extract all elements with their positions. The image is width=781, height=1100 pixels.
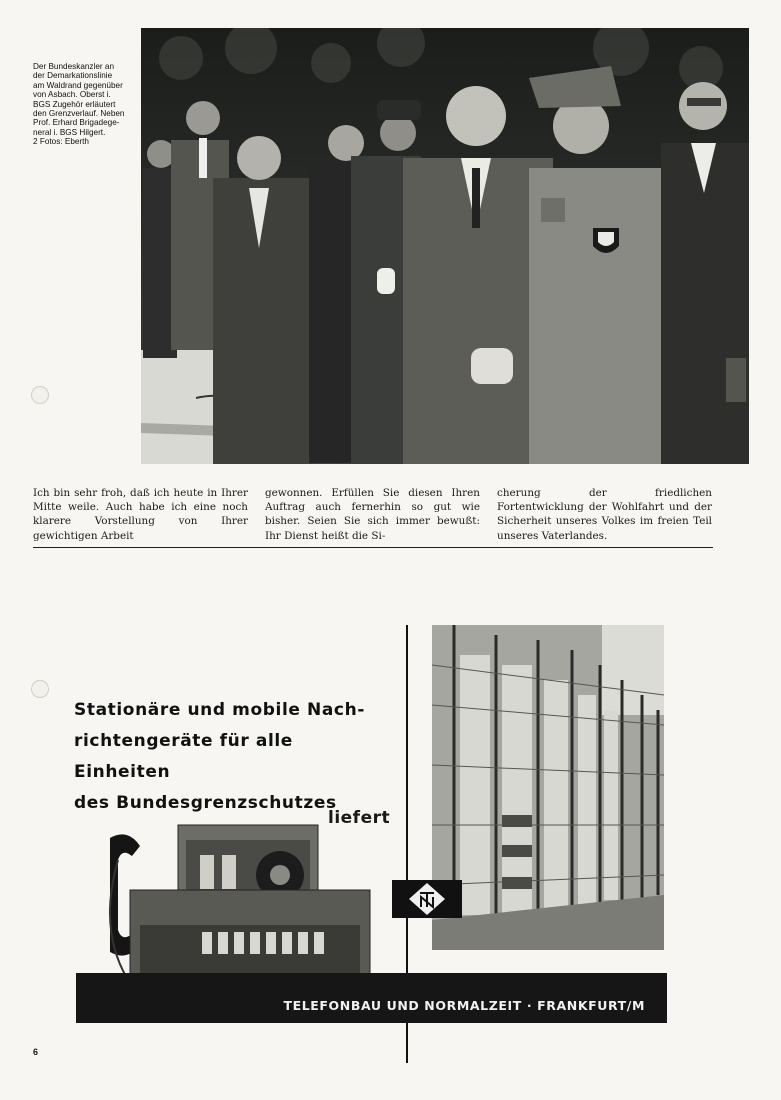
caption-line: BGS Zugehör erläutert	[33, 99, 116, 109]
ad-headline-line: Stationäre und mobile Nach-	[74, 700, 365, 720]
caption-line: am Waldrand gegenüber	[33, 80, 123, 90]
caption-line: von Asbach. Oberst i.	[33, 90, 111, 100]
caption-line: den Grenzverlauf. Neben	[33, 109, 125, 119]
ad-supplier-word: liefert	[328, 808, 391, 828]
company-name: TELEFONBAU UND NORMALZEIT · FRANKFURT/M	[283, 998, 645, 1013]
caption-line: Der Bundeskanzler an	[33, 62, 115, 71]
binder-hole	[31, 386, 49, 404]
section-divider	[33, 547, 713, 548]
company-banner	[76, 973, 667, 1023]
text-column: gewonnen. Erfüllen Sie diesen Ihren Auftrag auch fernerhin so gut wie bisher. Seien Sie sich immer bewußt: Ihr Dienst heißt die Si-	[265, 487, 480, 542]
company-logo	[392, 880, 462, 918]
binder-hole	[31, 680, 49, 698]
caption-line: der Demarkationslinie	[33, 71, 113, 81]
caption-line: 2 Fotos: Eberth	[33, 137, 89, 147]
ad-headline-line: richtengeräte für alle Einheiten	[74, 731, 293, 782]
ad-headline-line: des Bundesgrenzschutzes	[74, 793, 337, 813]
text-column: cherung der friedlichen Fortentwicklung der Wohlfahrt und der Sicherheit unseres Volkes im freien Teil unseres Vaterlandes.	[497, 487, 712, 542]
caption-line: Prof. Erhard Brigadege-	[33, 118, 120, 128]
text-column: Ich bin sehr froh, daß ich heute in Ihrer Mitte weile. Auch habe ich eine noch klarere Vorstellung von Ihrer gewichtigen Arbeit	[33, 487, 248, 542]
photo-caption	[33, 62, 139, 147]
group-photo	[141, 28, 749, 464]
article-text	[33, 486, 713, 543]
tn-logo-icon	[407, 882, 447, 916]
relay-rack-photo	[432, 625, 664, 950]
page-number: 6	[33, 1047, 39, 1057]
caption-line: neral i. BGS Hilgert.	[33, 127, 106, 137]
ad-headline	[74, 695, 394, 819]
